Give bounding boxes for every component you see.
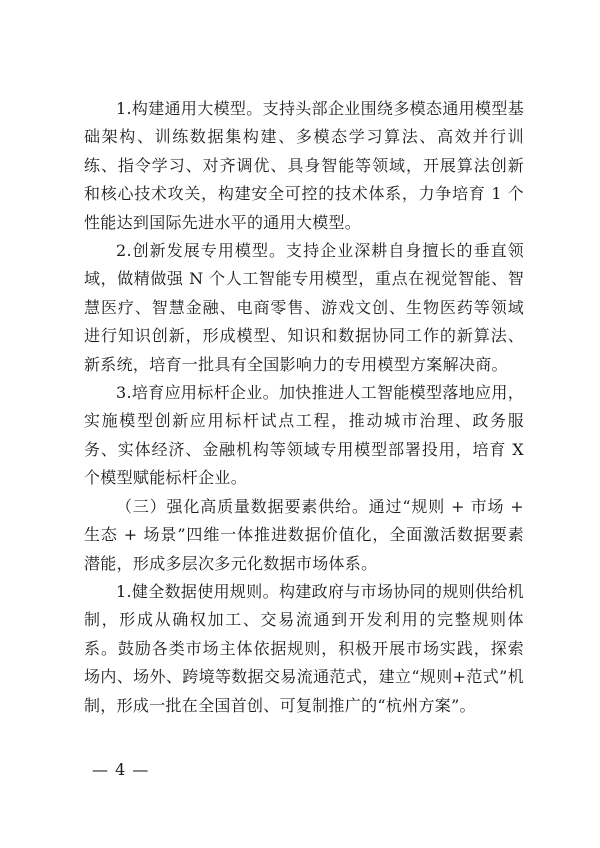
paragraph-specialized-models: 2.创新发展专用模型。支持企业深耕自身擅长的垂直领域，做精做强 N 个人工智能专用模型，重点在视觉智能、智慧医疗、智慧金融、电商零售、游戏文创、生物医药等领域进行知识创新，形成模型、知识和数据协同工作的新算法、新系统，培育一批具有全国影响力的专用模型方案解决商。 (84, 241, 524, 374)
page-number: — 4 — (92, 760, 150, 779)
section-heading-data-supply: （三）强化高质量数据要素供给。通过“规则 + 市场 + 生态 + 场景”四维一体推进数据价值化，全面激活数据要素潜能，形成多层次多元化数据市场体系。 (84, 496, 524, 573)
paragraph-data-rules: 1.健全数据使用规则。构建政府与市场协同的规则供给机制，形成从确权加工、交易流通到开发利用的完整规则体系。鼓励各类市场主体依据规则，积极开展市场实践，探索场内、场外、跨境等数据交易流通范式，建立“规则+范式”机制，形成一批在全国首创、可复制推广的“杭州方案”。 (84, 581, 524, 715)
document-body (84, 95, 524, 720)
paragraph-build-general-model: 1.构建通用大模型。支持头部企业围绕多模态通用模型基础架构、训练数据集构建、多模态学习算法、高效并行训练、指令学习、对齐调优、具身智能等领域，开展算法创新和核心技术攻关，构建安全可控的技术体系，力争培育 1 个性能达到国际先进水平的通用大模型。 (84, 99, 524, 232)
paragraph-benchmark-enterprises: 3.培育应用标杆企业。加快推进人工智能模型落地应用，实施模型创新应用标杆试点工程，推动城市治理、政务服务、实体经济、金融机构等领域专用模型部署投用，培育 X 个模型赋能标杆企业。 (84, 383, 524, 488)
